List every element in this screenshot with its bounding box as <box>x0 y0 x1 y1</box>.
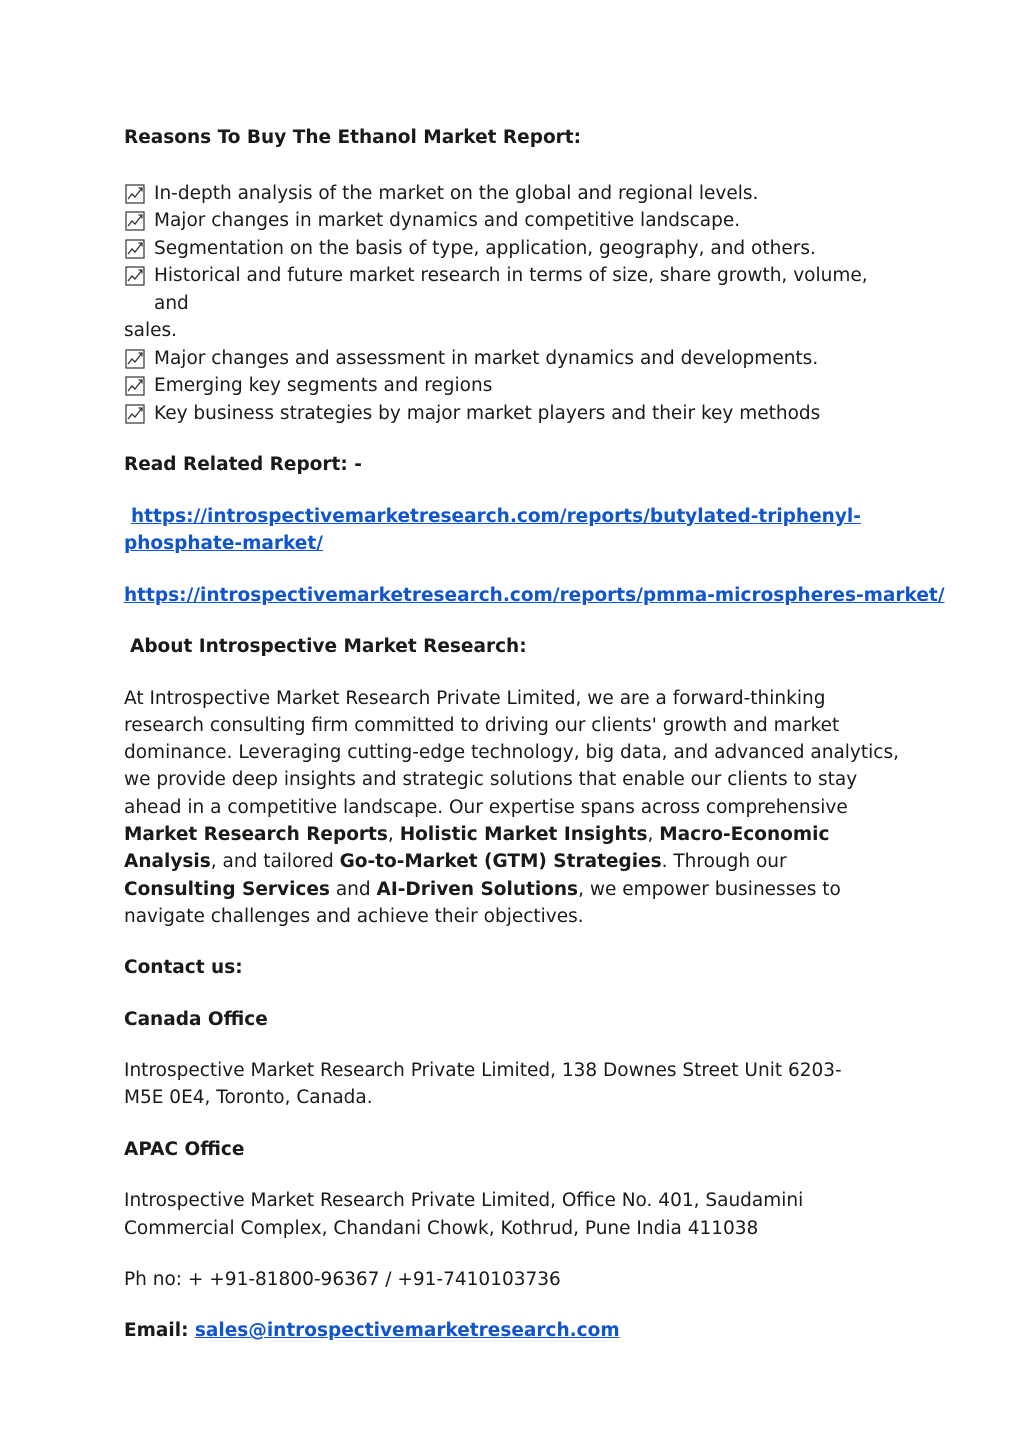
about-text: , <box>647 823 660 845</box>
related-link-1-text[interactable]: https://introspectivemarketresearch.com/reports/butylated-triphenyl- <box>131 505 861 527</box>
related-link-1-text-cont[interactable]: phosphate-market/ <box>124 533 323 554</box>
chart-check-icon <box>125 404 145 424</box>
about-bold: Consulting Services <box>124 878 330 900</box>
list-item <box>124 207 904 235</box>
about-heading: About Introspective Market Research: <box>130 636 527 657</box>
about-text: and <box>329 878 377 900</box>
canada-heading: Canada Office <box>124 1008 268 1030</box>
related-link-2-text[interactable]: https://introspectivemarketresearch.com/reports/pmma-microspheres-market/ <box>124 584 945 606</box>
list-item-text: Major changes in market dynamics and competitive landscape. <box>154 210 741 231</box>
list-item-text: In-depth analysis of the market on the global and regional levels. <box>154 182 759 204</box>
email-label: Email: <box>124 1320 195 1342</box>
list-item <box>124 262 904 317</box>
chart-check-icon <box>125 349 145 369</box>
chart-check-icon <box>125 376 145 396</box>
apac-address: Introspective Market Research Private Limited, Office No. 401, Saudamini Commercial Complex, Chandani Chowk, Kothrud, Pune India 411038 <box>124 1190 804 1239</box>
apac-heading: APAC Office <box>124 1138 245 1160</box>
list-item-continuation: sales. <box>124 320 178 341</box>
about-bold: Holistic Market Insights <box>399 823 648 845</box>
about-bold: Market Research Reports <box>124 823 388 845</box>
related-link-2[interactable] <box>124 582 945 610</box>
about-text: , we empower businesses to navigate challenges and achieve their objectives. <box>124 878 841 927</box>
email-link[interactable]: sales@introspectivemarketresearch.com <box>194 1320 620 1342</box>
document-page <box>124 124 945 1345</box>
list-item <box>124 235 904 263</box>
list-item <box>124 372 904 400</box>
list-item-text: Major changes and assessment in market dynamics and developments. <box>154 347 819 369</box>
list-item-text: Key business strategies by major market players and their key methods <box>154 402 821 424</box>
list-item <box>124 180 904 208</box>
about-text: , and tailored <box>210 851 340 873</box>
email-line <box>124 1317 904 1345</box>
canada-address: Introspective Market Research Private Limited, 138 Downes Street Unit 6203- M5E 0E4, Toronto, Canada. <box>124 1060 842 1109</box>
list-item <box>124 400 904 428</box>
about-text: , <box>387 823 400 845</box>
reasons-heading: Reasons To Buy The Ethanol Market Report: <box>124 127 582 148</box>
about-text: . Through our <box>661 851 787 873</box>
list-item <box>124 345 904 373</box>
list-item-text: Segmentation on the basis of type, application, geography, and others. <box>154 237 816 259</box>
phone-line: Ph no: + +91-81800-96367 / +91-7410103736 <box>124 1268 561 1290</box>
about-bold: Go-to-Market (GTM) Strategies <box>339 851 662 873</box>
related-link-1[interactable] <box>124 503 904 531</box>
reasons-list <box>124 180 904 428</box>
about-bold: AI-Driven Solutions <box>376 878 579 900</box>
related-heading: Read Related Report: - <box>124 454 362 475</box>
about-bold: Macro-Economic Analysis <box>124 823 830 873</box>
list-item-text: Emerging key segments and regions <box>154 375 493 396</box>
about-text: At Introspective Market Research Private Limited, we are a forward-thinking research consulting firm committed to driving our clients' growth and market dominance. Leveraging cutting-edge technology, big data, and advanced analytics, we provide deep insights and strategic solutions that enable our clients to stay ahead in a competitive landscape. Our expertise spans across comprehensive <box>124 687 899 818</box>
chart-check-icon <box>125 266 145 286</box>
chart-check-icon <box>125 184 145 204</box>
chart-check-icon <box>125 211 145 231</box>
related-link-1-cont[interactable] <box>124 530 904 558</box>
about-paragraph <box>124 685 899 931</box>
chart-check-icon <box>125 239 145 259</box>
contact-heading: Contact us: <box>124 957 243 979</box>
list-item-text: Historical and future market research in terms of size, share growth, volume, and <box>154 265 868 314</box>
